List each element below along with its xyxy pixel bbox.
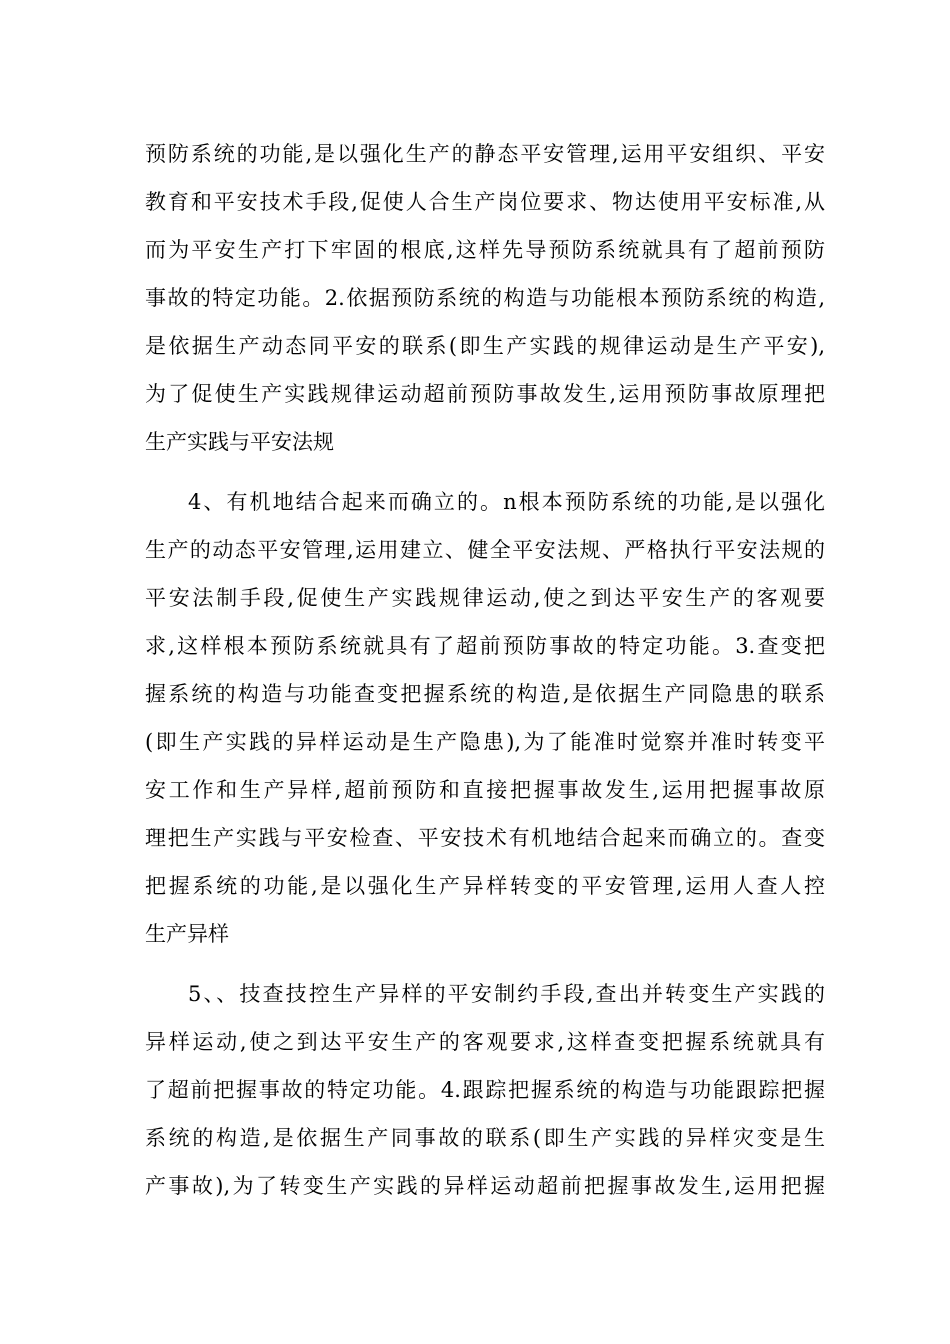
text-line: 预防系统的功能,是以强化生产的静态平安管理,运用平安组织、平安 — [145, 142, 825, 166]
text-line: 事故的特定功能。2.依据预防系统的构造与功能根本预防系统的构造, — [145, 286, 825, 310]
paragraph-first-line: 4、有机地结合起来而确立的。n根本预防系统的功能,是以强化 — [188, 490, 825, 514]
text-line: 系统的构造,是依据生产同事故的联系(即生产实践的异样灾变是生 — [145, 1126, 825, 1150]
text-line: 把握系统的功能,是以强化生产异样转变的平安管理,运用人查人控 — [145, 874, 825, 898]
text-line: 求,这样根本预防系统就具有了超前预防事故的特定功能。3.查变把 — [145, 634, 825, 658]
text-line: 理把生产实践与平安检查、平安技术有机地结合起来而确立的。查变 — [145, 826, 825, 850]
text-line: 了超前把握事故的特定功能。4.跟踪把握系统的构造与功能跟踪把握 — [145, 1078, 825, 1102]
text-line: 安工作和生产异样,超前预防和直接把握事故发生,运用把握事故原 — [145, 778, 825, 802]
text-line: 生产实践与平安法规 — [145, 430, 334, 454]
text-line: 握系统的构造与功能查变把握系统的构造,是依据生产同隐患的联系 — [145, 682, 825, 706]
text-line: 平安法制手段,促使生产实践规律运动,使之到达平安生产的客观要 — [145, 586, 825, 610]
text-line: 是依据生产动态同平安的联系(即生产实践的规律运动是生产平安), — [145, 334, 825, 358]
text-line: 教育和平安技术手段,促使人合生产岗位要求、物达使用平安标准,从 — [145, 190, 825, 214]
paragraph-first-line: 5、、技查技控生产异样的平安制约手段,查出并转变生产实践的 — [188, 982, 825, 1006]
text-line: 产事故),为了转变生产实践的异样运动超前把握事故发生,运用把握 — [145, 1174, 825, 1198]
text-line: 异样运动,使之到达平安生产的客观要求,这样查变把握系统就具有 — [145, 1030, 825, 1054]
text-line: 为了促使生产实践规律运动超前预防事故发生,运用预防事故原理把 — [145, 382, 825, 406]
text-line: 生产的动态平安管理,运用建立、健全平安法规、严格执行平安法规的 — [145, 538, 825, 562]
text-line: (即生产实践的异样运动是生产隐患),为了能准时觉察并准时转变平 — [145, 730, 825, 754]
text-line: 生产异样 — [145, 922, 229, 946]
text-line: 而为平安生产打下牢固的根底,这样先导预防系统就具有了超前预防 — [145, 238, 825, 262]
